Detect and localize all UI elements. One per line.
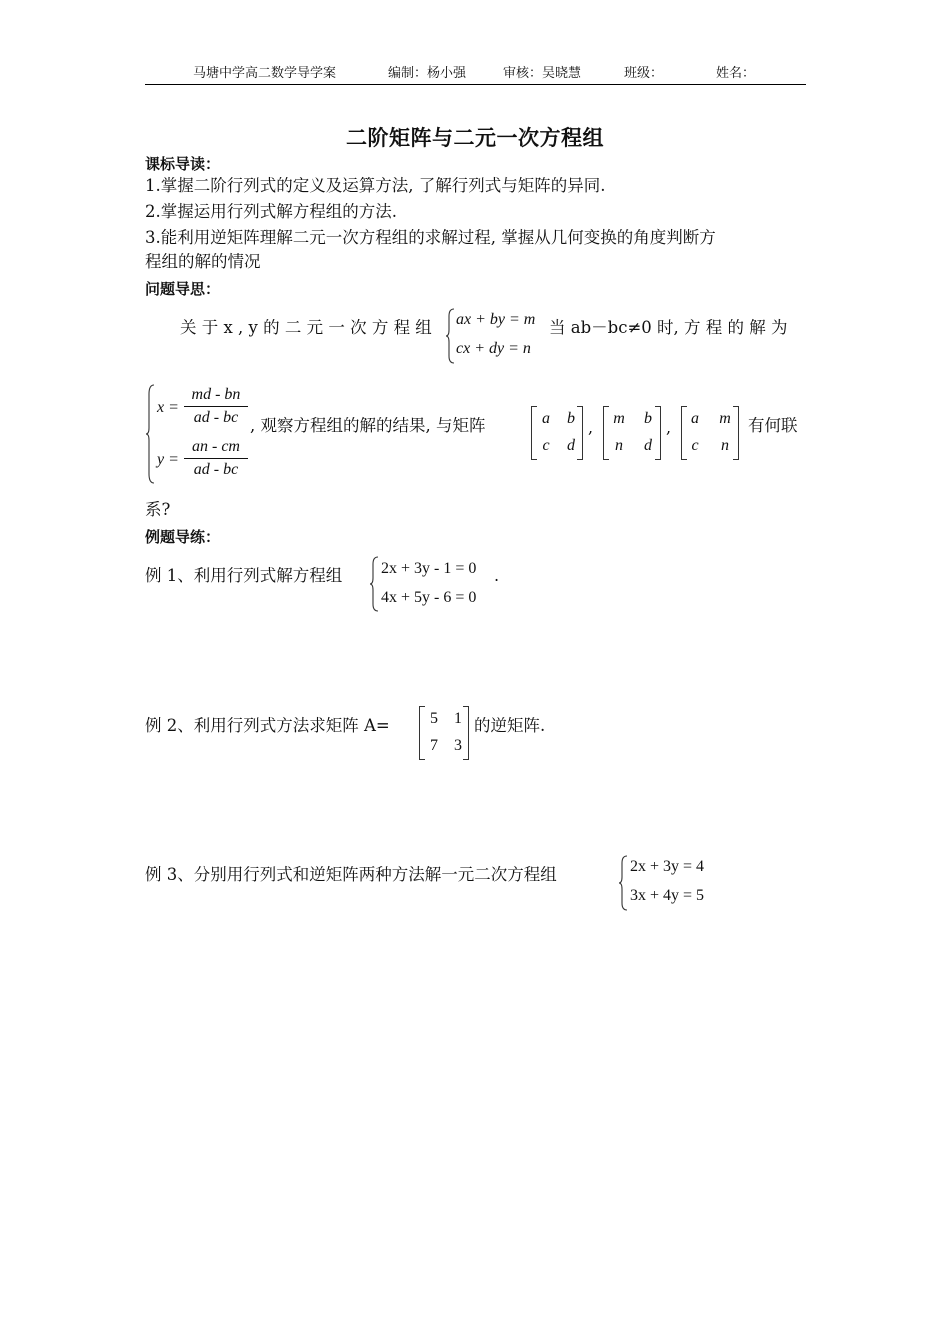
solution-x-numerator: md - bn bbox=[184, 386, 248, 407]
question-ask-end: 系? bbox=[145, 500, 171, 519]
matrix-amcn bbox=[681, 406, 739, 460]
example-1-text: 例 1、利用行列式解方程组 bbox=[145, 566, 343, 585]
header-name: 姓名： bbox=[716, 66, 756, 81]
solution-x-lhs: x = bbox=[157, 399, 179, 416]
question-intro: 关 于 x , y 的 二 元 一 次 方 程 组 bbox=[180, 318, 432, 337]
page-header bbox=[145, 66, 806, 85]
solution-y-fraction bbox=[184, 438, 248, 479]
system-eq-2: cx + dy = n bbox=[456, 340, 531, 357]
example-1-eq-1: 2x + 3y - 1 = 0 bbox=[381, 560, 477, 577]
solution-x-denominator: ad - bc bbox=[193, 409, 239, 426]
matrix-cell: 7 bbox=[430, 737, 438, 754]
matrix-cell: n bbox=[721, 437, 729, 454]
header-school: 马塘中学高二数学导学案 bbox=[193, 66, 337, 81]
guide-heading: 课标导读： bbox=[145, 155, 221, 173]
comma: , bbox=[666, 418, 672, 437]
header-editor: 编制：杨小强 bbox=[388, 66, 467, 81]
example-2-text: 例 2、利用行列式方法求矩阵 A= bbox=[145, 716, 390, 735]
page-title: 二阶矩阵与二元一次方程组 bbox=[346, 125, 604, 150]
example-3-eq-2: 3x + 4y = 5 bbox=[630, 887, 705, 904]
matrix-cell: m bbox=[719, 410, 731, 427]
comma: , bbox=[588, 418, 594, 437]
solution-brace bbox=[146, 384, 156, 484]
example-2-end: 的逆矩阵. bbox=[474, 716, 546, 735]
solution-y-numerator: an - cm bbox=[184, 438, 248, 459]
matrix-cell: a bbox=[691, 410, 699, 427]
header-reviewer: 审核：吴晓慧 bbox=[503, 66, 582, 81]
example-1-eq-2: 4x + 5y - 6 = 0 bbox=[381, 589, 477, 606]
guide-item-1: 1.掌握二阶行列式的定义及运算方法, 了解行列式与矩阵的异同. bbox=[145, 176, 606, 195]
matrix-cell: 3 bbox=[454, 737, 462, 754]
question-ask: 有何联 bbox=[748, 416, 798, 435]
guide-item-3-cont: 程组的解的情况 bbox=[145, 252, 261, 271]
matrix-cell: b bbox=[644, 410, 652, 427]
system-brace bbox=[446, 308, 456, 364]
solution-x-fraction bbox=[184, 386, 248, 427]
matrix-cell: 5 bbox=[430, 710, 438, 727]
matrix-a bbox=[419, 706, 469, 760]
question-heading: 问题导思： bbox=[145, 280, 221, 298]
guide-item-2: 2.掌握运用行列式解方程组的方法. bbox=[145, 202, 397, 221]
guide-item-3: 3.能利用逆矩阵理解二元一次方程组的求解过程, 掌握从几何变换的角度判断方 bbox=[145, 228, 716, 247]
matrix-cell: d bbox=[644, 437, 652, 454]
matrix-cell: c bbox=[542, 437, 550, 454]
example-3-eq-1: 2x + 3y = 4 bbox=[630, 858, 705, 875]
question-condition: 当 ab－bc≠0 时, 方 程 的 解 为 bbox=[549, 318, 788, 337]
matrix-cell: n bbox=[615, 437, 623, 454]
example-3-text: 例 3、分别用行列式和逆矩阵两种方法解一元二次方程组 bbox=[145, 865, 557, 884]
matrix-abcd bbox=[531, 406, 583, 460]
solution-y-denominator: ad - bc bbox=[193, 461, 239, 478]
system-eq-1: ax + by = m bbox=[456, 311, 536, 328]
matrix-cell: c bbox=[691, 437, 699, 454]
example-1-end: . bbox=[494, 566, 500, 585]
header-class: 班级： bbox=[624, 66, 664, 81]
matrix-cell: m bbox=[613, 410, 625, 427]
question-observe: , 观察方程组的解的结果, 与矩阵 bbox=[250, 416, 486, 435]
solution-y-lhs: y = bbox=[157, 451, 179, 468]
matrix-mbnd bbox=[603, 406, 661, 460]
matrix-cell: a bbox=[542, 410, 550, 427]
matrix-cell: 1 bbox=[454, 710, 462, 727]
matrix-cell: b bbox=[567, 410, 575, 427]
example-1-brace bbox=[370, 556, 380, 612]
example-3-brace bbox=[619, 855, 629, 911]
examples-heading: 例题导练： bbox=[145, 528, 221, 546]
matrix-cell: d bbox=[567, 437, 575, 454]
